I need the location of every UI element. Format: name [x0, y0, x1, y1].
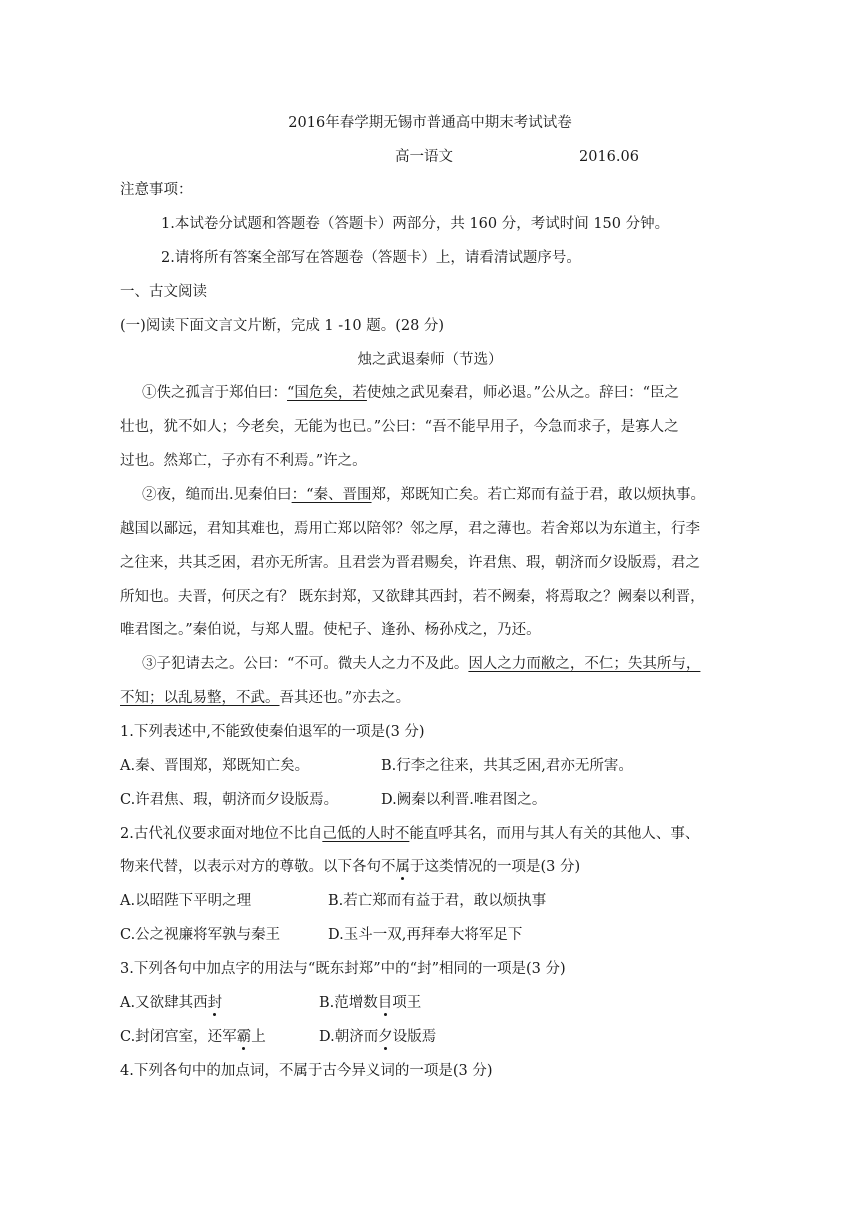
- underlined-text: 不知；以乱易整，不武。: [120, 690, 280, 706]
- q2-option-d: D.玉斗一双,再拜奉大将军足下: [328, 927, 523, 943]
- text-run: 设版焉: [392, 1029, 437, 1045]
- q4-stem: 4.下列各句中的加点词，不属于古今异义词的一项是(3 分): [120, 1063, 493, 1079]
- emphasis-dotted-text: 不属于: [381, 859, 425, 875]
- text-run: D.朝济而: [319, 1029, 379, 1045]
- q3-option-c: [120, 1027, 266, 1047]
- section-heading: 一、古文阅读: [120, 284, 207, 300]
- passage-p2-line-2: 越国以鄙远，君知其难也，焉用亡郑以陪邻？邻之厚，君之薄也。若舍郑以为东道主，行李: [120, 521, 700, 537]
- q1-option-a: A.秦、晋围郑，郑既知亡矣。: [120, 758, 310, 774]
- q3-option-b: [319, 993, 421, 1013]
- q2-option-c: C.公之视廉将军孰与秦王: [120, 927, 281, 943]
- dotted-char: 夕: [378, 1029, 393, 1045]
- dotted-char: 霸: [236, 1029, 252, 1045]
- q1-stem: 1.下列表述中,不能致使秦伯退军的一项是(3 分): [120, 724, 425, 740]
- passage-p3-line-1: [142, 654, 700, 674]
- passage-p2-line-1: [142, 485, 705, 505]
- underlined-text: 因人之力而敝之，不仁；失其所与，: [468, 656, 701, 672]
- text-run: 使烛之武见秦君，师必退。”公从之。辞曰：“臣之: [366, 385, 679, 401]
- text-run: 项王: [392, 995, 422, 1011]
- text-run: C.封闭宫室，还军: [120, 1029, 237, 1045]
- underlined-text: “国危矣，若: [287, 385, 367, 401]
- q3-option-d: [319, 1027, 436, 1047]
- notice-label: 注意事项：: [120, 182, 193, 198]
- underlined-text: ：“秦、晋围: [291, 487, 372, 503]
- q1-option-c: C.许君焦、瑕，朝济而夕设版焉。: [120, 792, 339, 808]
- q2-stem-line-2: [120, 857, 580, 877]
- underlined-text: 己低的人时不: [322, 826, 410, 842]
- q3-option-a: [120, 993, 222, 1013]
- text-run: 能直呼其名，而用与其人有关的其他人、事、: [409, 826, 700, 842]
- text-run: ①佚之孤言于郑伯曰：: [142, 385, 287, 401]
- exam-title: 2016年春学期无锡市普通高中期末考试试卷: [288, 115, 572, 131]
- text-run: 上: [251, 1029, 266, 1045]
- passage-p1-line-2: 壮也，犹不如人；今老矣，无能为也已。”公曰：“吾不能早用子，今急而求子，是寡人之: [120, 419, 679, 435]
- text-run: 吾其还也。”亦去之。: [279, 690, 411, 706]
- q1-option-b: B.行李之往来，共其乏困,君亦无所害。: [381, 758, 633, 774]
- text-run: B.范增数: [319, 995, 378, 1011]
- text-run: 郑，郑既知亡矣。若亡郑而有益于君，敢以烦执事。: [371, 487, 706, 503]
- dotted-char: 封: [207, 995, 223, 1011]
- q3-stem: 3.下列各句中加点字的用法与“既东封郑”中的“封”相同的一项是(3 分): [120, 961, 566, 977]
- q1-option-d: D.阙秦以利晋.唯君图之。: [381, 792, 547, 808]
- section-intro: (一)阅读下面文言文片断，完成 1 -10 题。(28 分): [120, 318, 445, 334]
- q2-stem-line-1: [120, 824, 699, 844]
- text-run: 物来代替，以表示对方的尊敬。以下各句: [120, 859, 381, 875]
- passage-p3-line-2: [120, 688, 410, 708]
- dotted-char: 目: [377, 995, 393, 1011]
- passage-p2-line-3: 之往来，共其乏困，君亦无所害。且君尝为晋君赐矣，许君焦、瑕，朝济而夕设版焉，君之: [120, 555, 700, 571]
- text-run: ②夜，缒而出.见秦伯曰: [142, 487, 292, 503]
- notice-item-2: 2.请将所有答案全部写在答题卷（答题卡）上，请看清试题序号。: [161, 250, 581, 266]
- q2-option-b: B.若亡郑而有益于君，敢以烦执事: [328, 893, 547, 909]
- text-run: A.又欲肆其西: [120, 995, 208, 1011]
- passage-title: 烛之武退秦师（节选）: [357, 352, 503, 368]
- passage-p1-line-1: [142, 383, 679, 403]
- exam-date: 2016.06: [579, 149, 639, 165]
- notice-item-1: 1.本试卷分试题和答题卷（答题卡）两部分，共 160 分，考试时间 150 分钟。: [161, 216, 670, 232]
- text-run: 这类情况的一项是(3 分): [424, 859, 581, 875]
- passage-p2-line-4: 所知也。夫晋，何厌之有？ 既东封郑，又欲肆其西封，若不阙秦，将焉取之？阙秦以利晋，: [120, 589, 705, 605]
- passage-p1-line-3: 过也。然郑亡，子亦有不利焉。”许之。: [120, 453, 367, 469]
- text-run: ③子犯请去之。公曰：“不可。微夫人之力不及此。: [142, 656, 469, 672]
- text-run: 2.古代礼仪要求面对地位不比自: [120, 826, 323, 842]
- q2-option-a: A.以昭陛下平明之理: [120, 893, 252, 909]
- passage-p2-line-5: 唯君图之。”秦伯说，与郑人盟。使杞子、逢孙、杨孙戍之，乃还。: [120, 622, 541, 638]
- subject-label: 高一语文: [395, 149, 453, 165]
